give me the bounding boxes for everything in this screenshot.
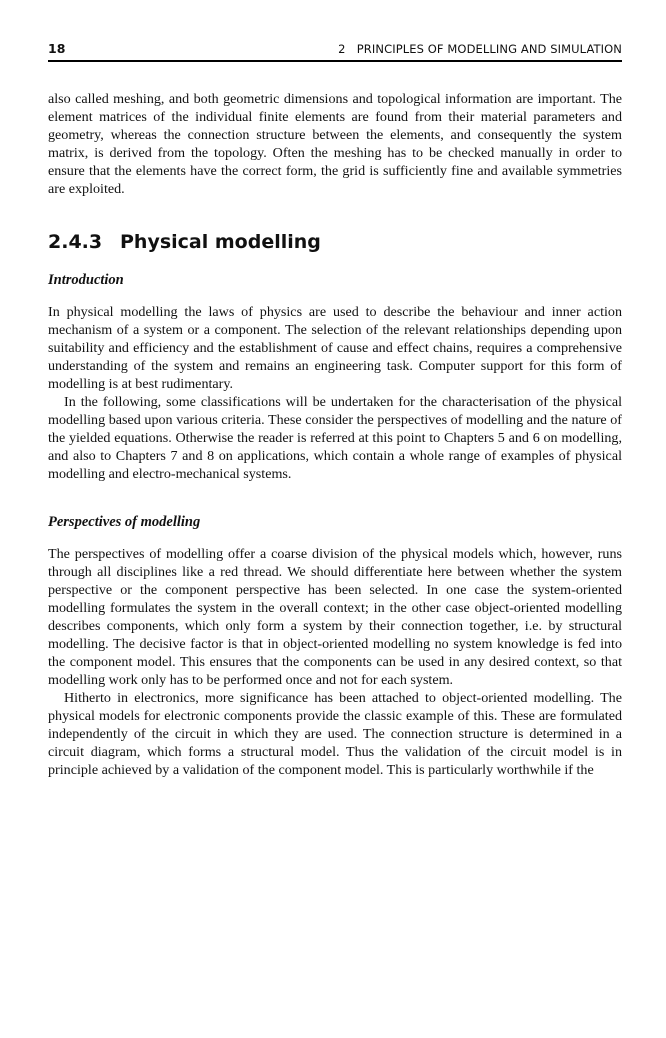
paragraph-intro-1: In physical modelling the laws of physics are used to describe the behaviour and inner action mechanism of a system or a component. The selection of the relevant relationships depending upon suitability and efficiency and the establishment of cause and effect chains, requires a comprehensive understanding of the system and remains an engineering task. Computer support for this form of modelling is at best rudimentary. (48, 304, 622, 392)
subheading-perspectives: Perspectives of modelling (48, 514, 201, 530)
chapter-title: 2 PRINCIPLES OF MODELLING AND SIMULATION (338, 42, 622, 56)
paragraph-intro-2: In the following, some classifications will be undertaken for the characterisation of the physical modelling based upon various criteria. These consider the perspectives of modelling and the nature of the yielded equations. Otherwise the reader is referred at this point to Chapters 5 and 6 on modelling, and also to Chapters 7 and 8 on applications, which contain a whole range of examples of physical modelling and electro-mechanical systems. (48, 394, 622, 482)
section-heading (48, 231, 622, 253)
running-header (48, 40, 622, 62)
subheading-introduction: Introduction (48, 272, 124, 288)
paragraph-perspectives-2: Hitherto in electronics, more significance has been attached to object-oriented modelling. The physical models for electronic components provide the classic example of this. These are formulated independently of the circuit in which they are used. The connection structure is determined in a circuit diagram, which forms a structural model. Thus the validation of the circuit model is in principle achieved by a validation of the component model. This is particularly worthwhile if the (48, 690, 622, 778)
book-page (48, 40, 622, 779)
page-number: 18 (48, 41, 66, 56)
section-title: Physical modelling (120, 231, 321, 253)
section-number: 2.4.3 (48, 231, 103, 253)
paragraph-meshing: also called meshing, and both geometric dimensions and topological information are important. The element matrices of the individual finite elements are found from their material parameters and geometry, whereas the connection structure between the elements, and consequently the system matrix, is derived from the topology. Often the meshing has to be checked manually in order to ensure that the elements have the correct form, the grid is sufficiently fine and available symmetries are exploited. (48, 91, 622, 197)
paragraph-perspectives-1: The perspectives of modelling offer a coarse division of the physical models which, however, runs through all disciplines like a red thread. We should differentiate here between whether the system perspective or the component perspective has been selected. In one case the system-oriented modelling formulates the system in the overall context; in the other case object-oriented modelling describes components, which only form a system by their connection together, i.e. by structural modelling. The decisive factor is that in object-oriented modelling no system knowledge is fed into the component model. This ensures that the components can be used in any desired context, so that modelling work only has to be performed once and not for each system. (48, 546, 622, 688)
